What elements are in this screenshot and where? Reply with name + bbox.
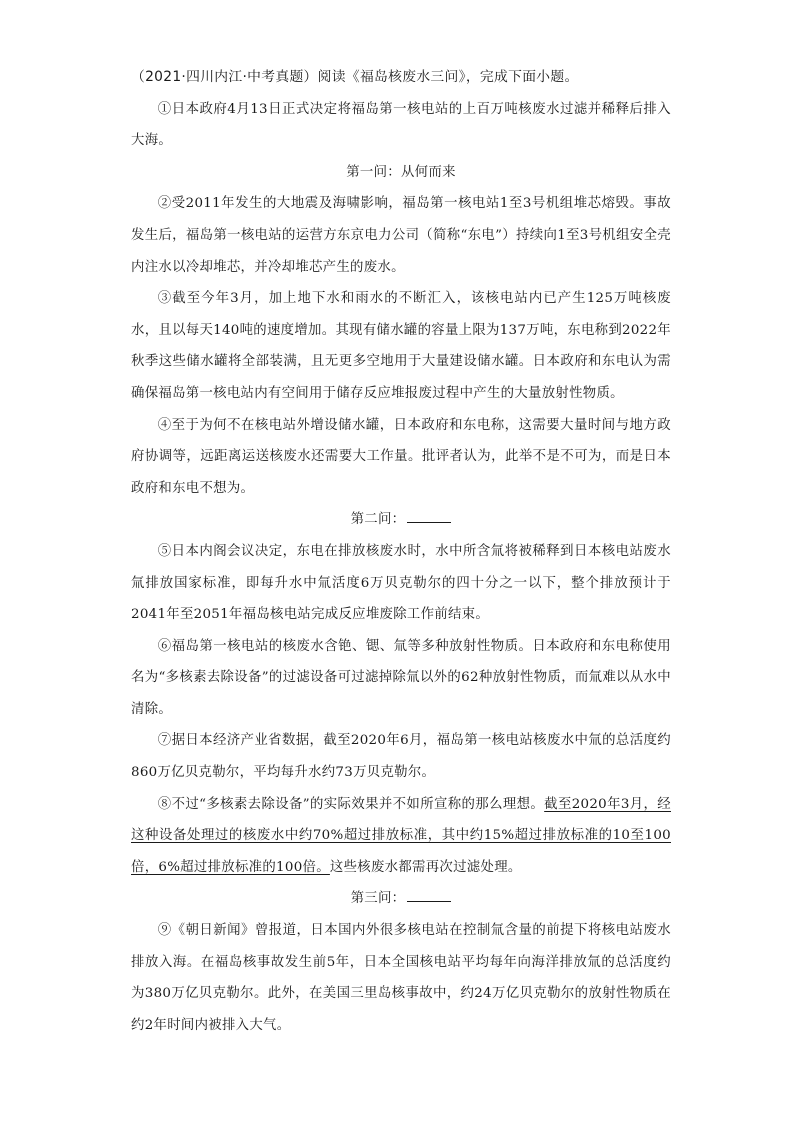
paragraph-5: ⑤日本内阁会议决定，东电在排放核废水时，水中所含氚将被稀释到日本核电站废水氚排放国家标准，即每升水中氚活度6万贝克勒尔的四十分之一以下，整个排放预计于2041年至2051年福岛核电站完成反应堆废除工作前结束。 <box>131 543 671 623</box>
answer-blank-2 <box>407 508 451 523</box>
paragraph-1: ①日本政府4月13日正式决定将福岛第一核电站的上百万吨核废水过滤并稀释后排入大海。 <box>131 101 671 149</box>
paragraph-3: ③截至今年3月，加上地下水和雨水的不断汇入，该核电站内已产生125万吨核废水，且以每天140吨的速度增加。其现有储水罐的容量上限为137万吨，东电称到2022年秋季这些储水罐将全部装满，且无更多空地用于大量建设储水罐。日本政府和东电认为需确保福岛第一核电站内有空间用于储存反应堆报废过程中产生的大量放射性物质。 <box>131 291 671 401</box>
answer-blank-3 <box>407 887 451 902</box>
paragraph-8-tail: 这些核废水都需再次过滤处理。 <box>329 859 522 875</box>
paragraph-8 <box>131 789 671 884</box>
paragraph-9: ⑨《朝日新闻》曾报道，日本国内外很多核电站在控制氚含量的前提下将核电站废水排放入海。在福岛核事故发生前5年，日本全国核电站平均每年向海洋排放氚的总活度约为380万亿贝克勒尔。此外，在美国三里岛核事故中，约24万亿贝克勒尔的放射性物质在约2年时间内被排入大气。 <box>131 923 671 1033</box>
section-title-2-label: 第二问： <box>350 512 406 528</box>
section-title-1: 第一问：从何而来 <box>346 164 456 180</box>
paragraph-8-lead: ⑧不过“多核素去除设备”的实际效果并不如所宣称的那么理想。 <box>157 796 545 812</box>
section-title-3-label: 第三问： <box>350 891 406 907</box>
paragraph-7: ⑦据日本经济产业省数据，截至2020年6月，福岛第一核电站核废水中氚的总活度约860万亿贝克勒尔，平均每升水约73万贝克勒尔。 <box>131 733 671 781</box>
section-title-3 <box>131 883 671 915</box>
question-source-header: （2021·四川内江·中考真题）阅读《福岛核废水三问》，完成下面小题。 <box>131 69 579 85</box>
document-page <box>131 62 671 1041</box>
paragraph-8-underlined-text: 截至2020年3月，经这种设备处理过的核废水中约70%超过排放标准，其中约15%超过排放标准的10至100倍，6%超过排放标准的100倍。 <box>131 796 671 875</box>
paragraph-4: ④至于为何不在核电站外增设储水罐，日本政府和东电称，这需要大量时间与地方政府协调等，远距离运送核废水还需要大工作量。批评者认为，此举不是不可为，而是日本政府和东电不想为。 <box>131 417 671 496</box>
paragraph-6: ⑥福岛第一核电站的核废水含铯、锶、氚等多种放射性物质。日本政府和东电称使用名为“多核素去除设备”的过滤设备可过滤掉除氚以外的62种放射性物质，而氚难以从水中清除。 <box>131 638 671 717</box>
paragraph-2: ②受2011年发生的大地震及海啸影响，福岛第一核电站1至3号机组堆芯熔毁。事故发生后，福岛第一核电站的运营方东京电力公司（简称“东电”）持续向1至3号机组安全壳内注水以冷却堆芯，并冷却堆芯产生的废水。 <box>131 196 671 275</box>
section-title-2 <box>131 504 671 536</box>
